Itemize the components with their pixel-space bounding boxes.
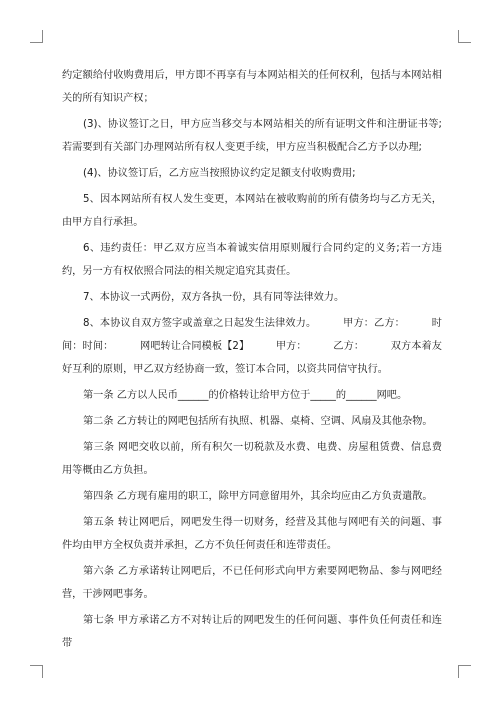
paragraph-1: 约定额给付收购费用后，甲方即不再享有与本网站相关的任何权利，包括与本网站相关的所有知识产权； [62,70,442,104]
paragraph-3: (4)、协议签订后，乙方应当按照协议约定足额支付收购费用; [83,168,356,179]
paragraph-6: 7、本协议一式两份，双方各执一份，具有同等法律效力。 [83,292,345,303]
crop-mark-top-left [30,30,43,43]
paragraph-4: 5、因本网站所有权人发生变更，本网站在被收购前的所有债务均与乙方无关，由甲方自行承担。 [62,194,442,228]
article-6: 第六条 乙方承诺转让网吧后，不已任何形式向甲方索要网吧物品、参与网吧经营，干涉网吧事务。 [62,566,442,600]
crop-mark-bottom-left [30,665,43,678]
article-1: 第一条 乙方以人民币______的价格转让给甲方位于_____的______网吧。 [83,390,408,401]
paragraph-2: (3)、协议签订之日，甲方应当移交与本网站相关的所有证明文件和注册证书等;若需要到有关部门办理网站所有权人变更手续，甲方应当积极配合乙方予以办理; [62,119,442,153]
article-4: 第四条 乙方现有雇用的职工，除甲方同意留用外，其余均应由乙方负责遣散。 [83,491,433,502]
paragraph-7: 8、本协议自双方签字或盖章之日起发生法律效力。 甲方：乙方： 时间：时间： 网吧转让合同模板【2】 甲方： 乙方： 双方本着友好互利的原则，甲乙双方经协商一致，签订本合同，以资共同信守执行。 [62,318,442,375]
document-body [62,64,442,658]
article-5: 第五条 转让网吧后，网吧发生得一切财务，经营及其他与网吧有关的问题、事件均由甲方全权负责并承担，乙方不负任何责任和连带责任。 [62,517,442,551]
article-7: 第七条 甲方承诺乙方不对转让后的网吧发生的任何问题、事件负任何责任和连带 [62,615,442,649]
paragraph-5: 6、违约责任：甲乙双方应当本着诚实信用原则履行合同约定的义务;若一方违约，另一方有权依照合同法的相关规定追究其责任。 [62,243,442,277]
crop-mark-bottom-right [458,665,471,678]
article-3: 第三条 网吧交收以前，所有积欠一切税款及水费、电费、房屋租赁费、信息费用等概由乙方负担。 [62,442,442,476]
article-2: 第二条 乙方转让的网吧包括所有执照、机器、桌椅、空调、风扇及其他杂物。 [83,416,433,427]
crop-mark-top-right [458,30,471,43]
